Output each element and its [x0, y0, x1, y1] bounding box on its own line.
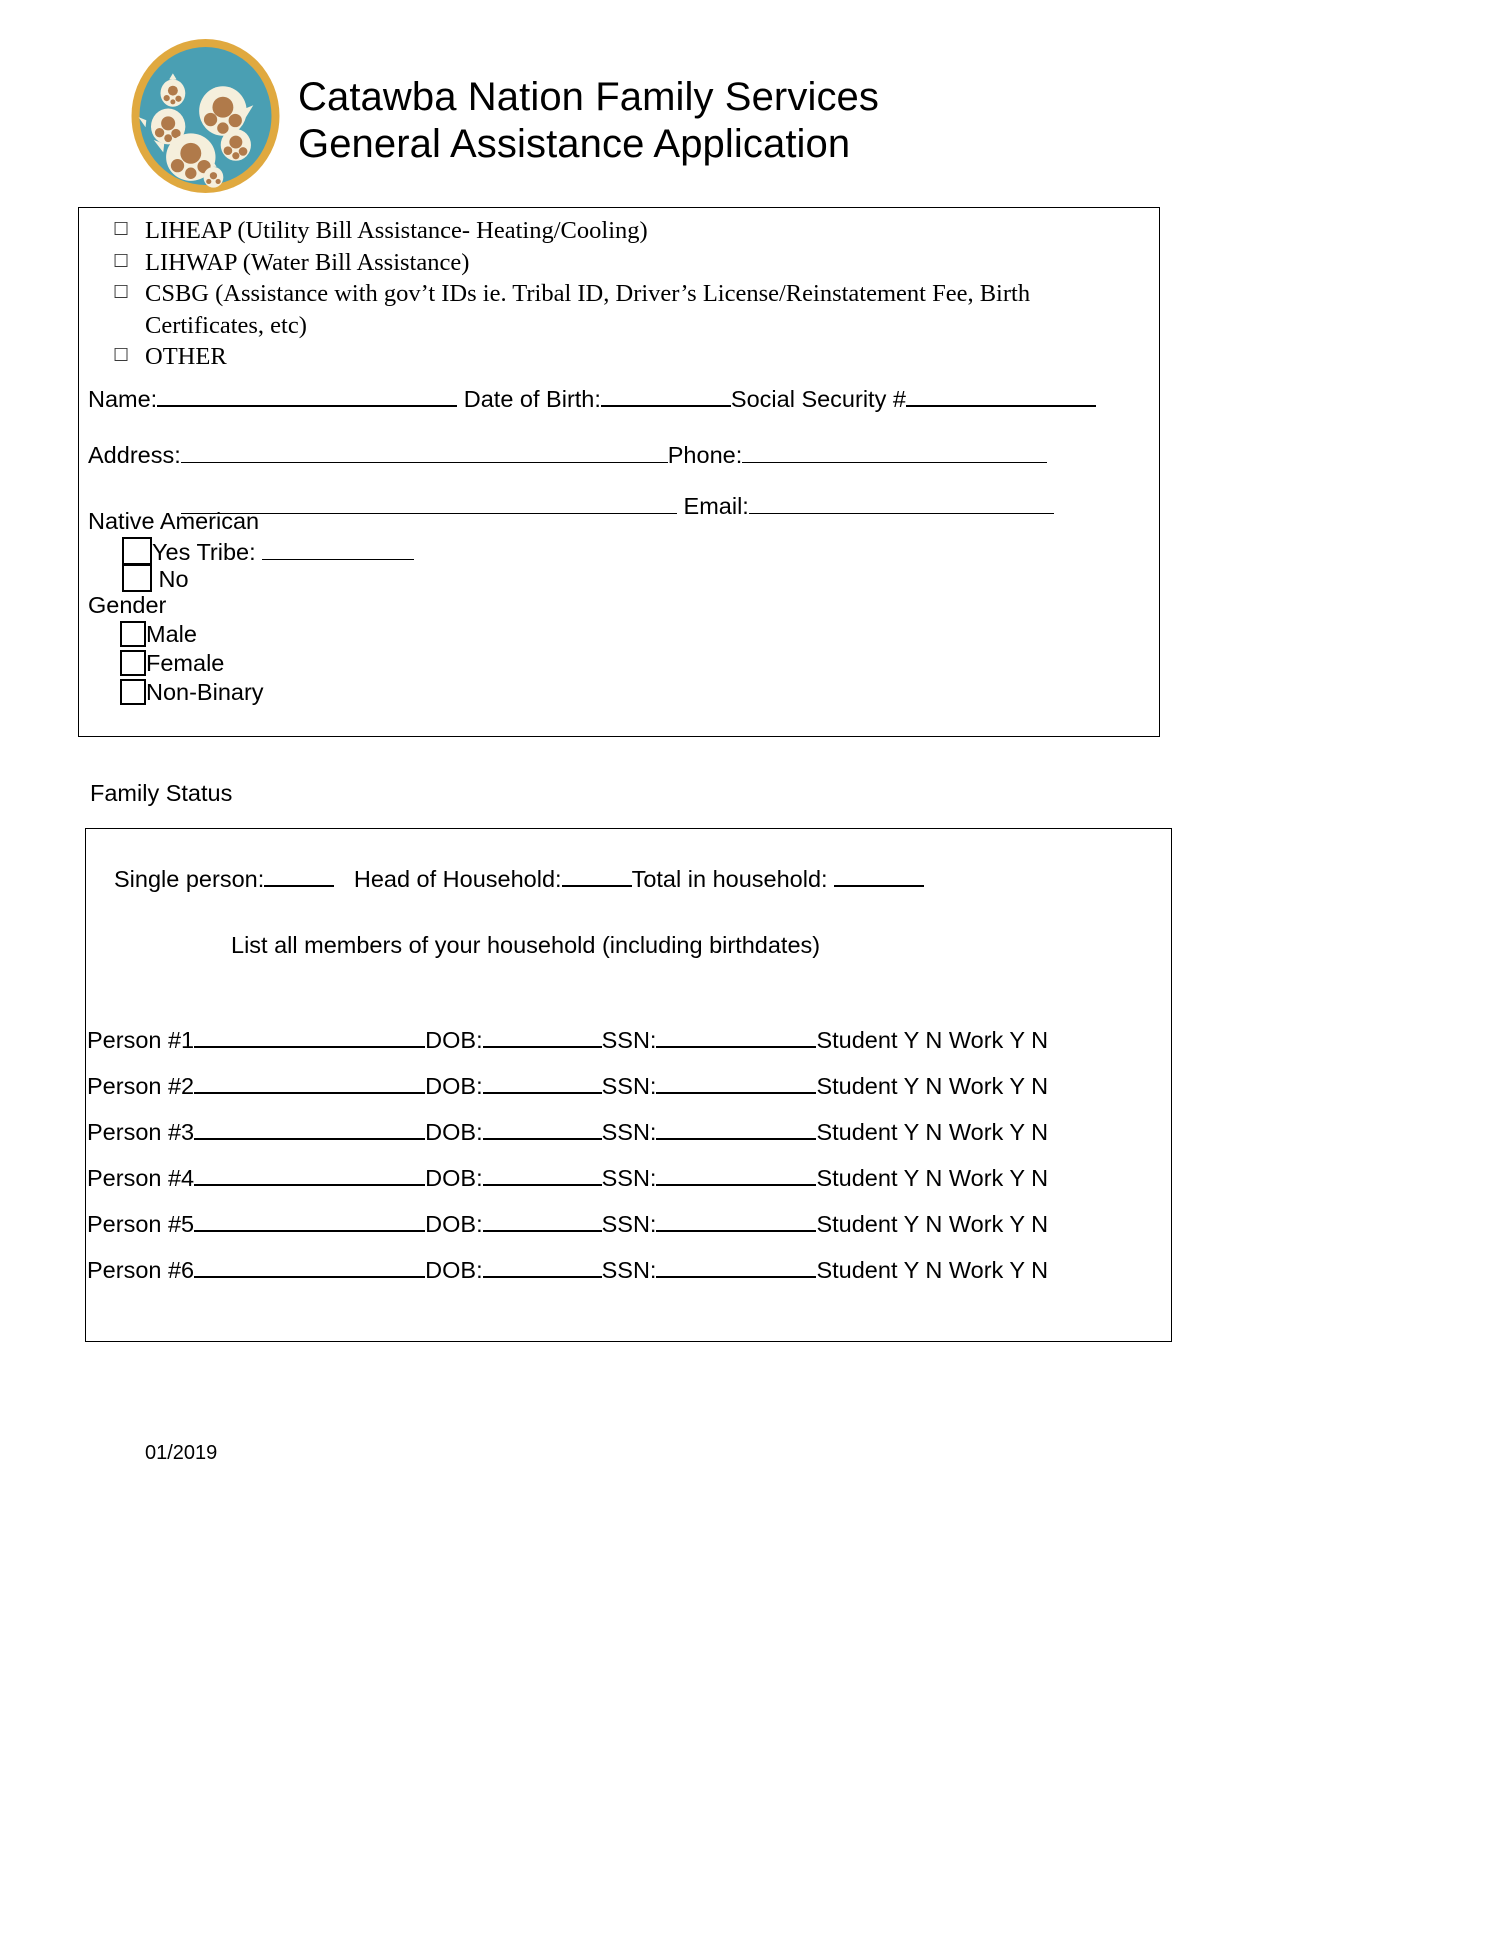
person-dob-input[interactable] [483, 1114, 602, 1140]
ssn-input[interactable] [906, 381, 1096, 407]
person-ssn-input[interactable] [656, 1160, 816, 1186]
head-of-household-label: Head of Household: [353, 865, 562, 892]
student-yn-label[interactable]: Student Y N [816, 1118, 943, 1145]
program-label-continuation: Certificates, etc) [145, 311, 307, 339]
gender-option-nonbinary-row[interactable] [122, 679, 264, 706]
email-input[interactable] [749, 489, 1054, 514]
person-name-input[interactable] [194, 1068, 425, 1094]
person-label: Person #4 [87, 1164, 195, 1191]
checkbox-icon[interactable]: ☐ [113, 345, 130, 367]
address-input-line1[interactable] [181, 438, 668, 463]
address-label: Address: [88, 441, 181, 468]
person-name-input[interactable] [194, 1206, 425, 1232]
person-name-input[interactable] [194, 1252, 425, 1278]
native-american-label: Native American [88, 508, 260, 534]
dob-input[interactable] [601, 381, 731, 407]
household-person-row [87, 1114, 1048, 1146]
phone-input[interactable] [742, 438, 1047, 463]
form-revision-date: 01/2019 [145, 1442, 218, 1464]
gender-option-female-row[interactable] [122, 650, 224, 677]
work-yn-label[interactable]: Work Y N [948, 1256, 1049, 1283]
program-checkbox-row[interactable] [107, 215, 1137, 247]
work-yn-label[interactable]: Work Y N [948, 1026, 1049, 1053]
dob-column-label: DOB: [425, 1026, 483, 1053]
ssn-column-label: SSN: [601, 1164, 657, 1191]
person-label: Person #6 [87, 1256, 195, 1283]
student-yn-label[interactable]: Student Y N [816, 1210, 943, 1237]
name-label: Name: [88, 385, 158, 412]
program-label: LIHWAP (Water Bill Assistance) [145, 248, 470, 276]
gender-label: Gender [88, 592, 167, 618]
total-in-household-label: Total in household: [631, 865, 828, 892]
person-dob-input[interactable] [483, 1206, 602, 1232]
ssn-label: Social Security # [730, 385, 906, 412]
native-yes-label: Yes Tribe: [152, 538, 256, 565]
gender-male-checkbox[interactable] [120, 621, 146, 647]
checkbox-icon[interactable]: ☐ [113, 219, 130, 240]
native-yes-checkbox[interactable] [122, 537, 152, 565]
person-name-input[interactable] [194, 1114, 425, 1140]
person-label: Person #1 [87, 1026, 195, 1053]
student-yn-label[interactable]: Student Y N [816, 1256, 943, 1283]
household-instruction: List all members of your household (including birthdates) [231, 932, 821, 958]
person-ssn-input[interactable] [656, 1206, 816, 1232]
gender-male-label: Male [146, 621, 197, 647]
native-american-yes-row[interactable] [122, 535, 414, 566]
work-yn-label[interactable]: Work Y N [948, 1072, 1049, 1099]
dob-column-label: DOB: [425, 1118, 483, 1145]
household-box [85, 828, 1172, 1342]
household-person-row [87, 1068, 1048, 1100]
single-person-input[interactable] [264, 861, 334, 887]
ssn-column-label: SSN: [601, 1256, 657, 1283]
head-of-household-input[interactable] [562, 861, 632, 887]
work-yn-label[interactable]: Work Y N [948, 1118, 1049, 1145]
dob-column-label: DOB: [425, 1256, 483, 1283]
checkbox-icon[interactable]: ☐ [113, 282, 130, 304]
form-header [128, 36, 1228, 206]
catawba-turtles-logo-icon [128, 36, 283, 196]
person-ssn-input[interactable] [656, 1022, 816, 1048]
gender-female-checkbox[interactable] [120, 650, 146, 676]
dob-label: Date of Birth: [463, 385, 601, 412]
ssn-column-label: SSN: [601, 1026, 657, 1053]
address-phone-row [88, 438, 1047, 469]
person-ssn-input[interactable] [656, 1114, 816, 1140]
work-yn-label[interactable]: Work Y N [948, 1210, 1049, 1237]
person-ssn-input[interactable] [656, 1068, 816, 1094]
person-label: Person #5 [87, 1210, 195, 1237]
gender-female-label: Female [146, 650, 225, 676]
program-label: LIHEAP (Utility Bill Assistance- Heating/Cooling) [145, 217, 648, 244]
program-label-text: CSBG (Assistance with gov’t IDs ie. Tribal ID, Driver’s License/Reinstatement Fee, Birth [145, 280, 1031, 308]
ssn-column-label: SSN: [601, 1072, 657, 1099]
program-label [145, 278, 1137, 341]
person-dob-input[interactable] [483, 1068, 602, 1094]
applicant-info-box [78, 207, 1160, 737]
native-american-no-row[interactable] [122, 564, 189, 593]
dob-column-label: DOB: [425, 1164, 483, 1191]
name-input[interactable] [157, 381, 457, 407]
single-person-label: Single person: [114, 865, 265, 892]
checkbox-icon[interactable]: ☐ [113, 250, 130, 272]
form-title [298, 74, 879, 168]
student-yn-label[interactable]: Student Y N [816, 1026, 943, 1053]
program-checkbox-row[interactable] [107, 341, 1137, 373]
household-counts-row [114, 861, 924, 893]
email-label: Email: [683, 492, 749, 519]
total-in-household-input[interactable] [834, 861, 924, 887]
person-dob-input[interactable] [483, 1160, 602, 1186]
dob-column-label: DOB: [425, 1210, 483, 1237]
family-status-section-label: Family Status [90, 780, 233, 806]
person-label: Person #2 [87, 1072, 195, 1099]
ssn-column-label: SSN: [601, 1210, 657, 1237]
household-person-row [87, 1206, 1048, 1238]
name-dob-ssn-row [88, 381, 1096, 413]
person-ssn-input[interactable] [656, 1252, 816, 1278]
program-label: OTHER [145, 343, 227, 371]
tribe-input[interactable] [262, 535, 414, 560]
gender-nonbinary-checkbox[interactable] [120, 679, 146, 705]
ssn-column-label: SSN: [601, 1118, 657, 1145]
dob-column-label: DOB: [425, 1072, 483, 1099]
person-name-input[interactable] [194, 1022, 425, 1048]
person-dob-input[interactable] [483, 1022, 602, 1048]
household-person-row [87, 1022, 1048, 1054]
student-yn-label[interactable]: Student Y N [816, 1164, 943, 1191]
native-no-label: No [158, 566, 189, 592]
native-no-checkbox[interactable] [122, 564, 152, 592]
household-person-row [87, 1252, 1048, 1284]
form-title-line-1: Catawba Nation Family Services [298, 75, 879, 119]
work-yn-label[interactable]: Work Y N [948, 1164, 1049, 1191]
person-name-input[interactable] [194, 1160, 425, 1186]
program-checklist [107, 215, 1137, 373]
gender-nonbinary-label: Non-Binary [146, 679, 264, 705]
household-person-row [87, 1160, 1048, 1192]
student-yn-label[interactable]: Student Y N [816, 1072, 943, 1099]
program-checkbox-row[interactable] [107, 278, 1137, 341]
person-label: Person #3 [87, 1118, 195, 1145]
person-dob-input[interactable] [483, 1252, 602, 1278]
gender-option-male-row[interactable] [122, 621, 197, 648]
program-checkbox-row[interactable] [107, 247, 1137, 279]
phone-label: Phone: [667, 441, 743, 468]
form-title-line-2: General Assistance Application [298, 122, 851, 167]
